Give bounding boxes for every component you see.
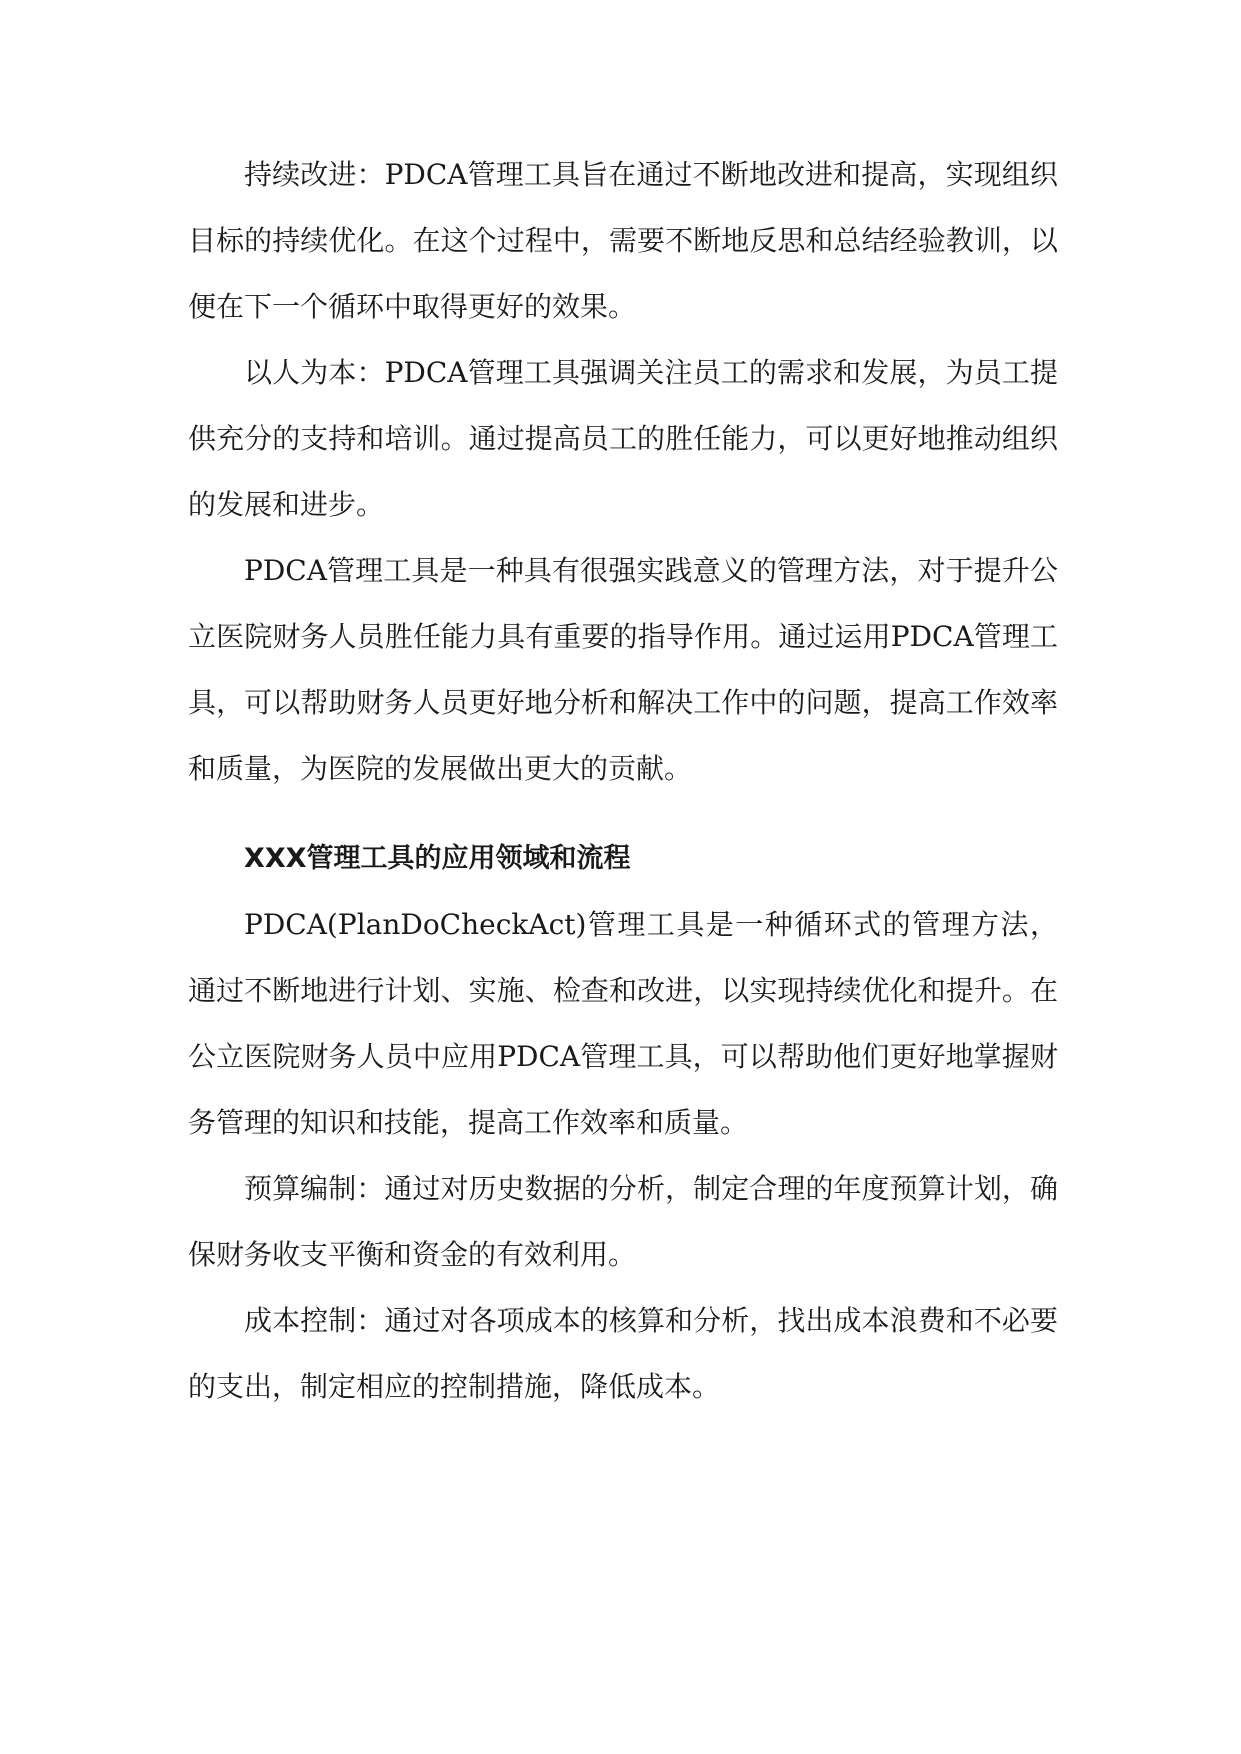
paragraph-cost-control: 成本控制：通过对各项成本的核算和分析，找出成本浪费和不必要的支出，制定相应的控制措施，降低成本。	[188, 1304, 1058, 1403]
paragraph-pdca-summary: PDCA管理工具是一种具有很强实践意义的管理方法，对于提升公立医院财务人员胜任能力具有重要的指导作用。通过运用PDCA管理工具，可以帮助财务人员更好地分析和解决工作中的问题，提高工作效率和质量，为医院的发展做出更大的贡献。	[188, 554, 1058, 785]
paragraph-people-oriented: 以人为本：PDCA管理工具强调关注员工的需求和发展，为员工提供充分的支持和培训。通过提高员工的胜任能力，可以更好地推动组织的发展和进步。	[188, 356, 1058, 521]
paragraph-pdca-intro: PDCA(PlanDoCheckAct)管理工具是一种循环式的管理方法，通过不断地进行计划、实施、检查和改进，以实现持续优化和提升。在公立医院财务人员中应用PDCA管理工具，可以帮助他们更好地掌握财务管理的知识和技能，提高工作效率和质量。	[188, 908, 1058, 1139]
paragraph-budgeting: 预算编制：通过对历史数据的分析，制定合理的年度预算计划，确保财务收支平衡和资金的有效利用。	[188, 1172, 1058, 1271]
paragraph-continuous-improvement: 持续改进：PDCA管理工具旨在通过不断地改进和提高，实现组织目标的持续优化。在这个过程中，需要不断地反思和总结经验教训，以便在下一个循环中取得更好的效果。	[188, 158, 1058, 323]
document-body	[188, 142, 1058, 1420]
section-heading: XXX管理工具的应用领域和流程	[244, 843, 631, 874]
